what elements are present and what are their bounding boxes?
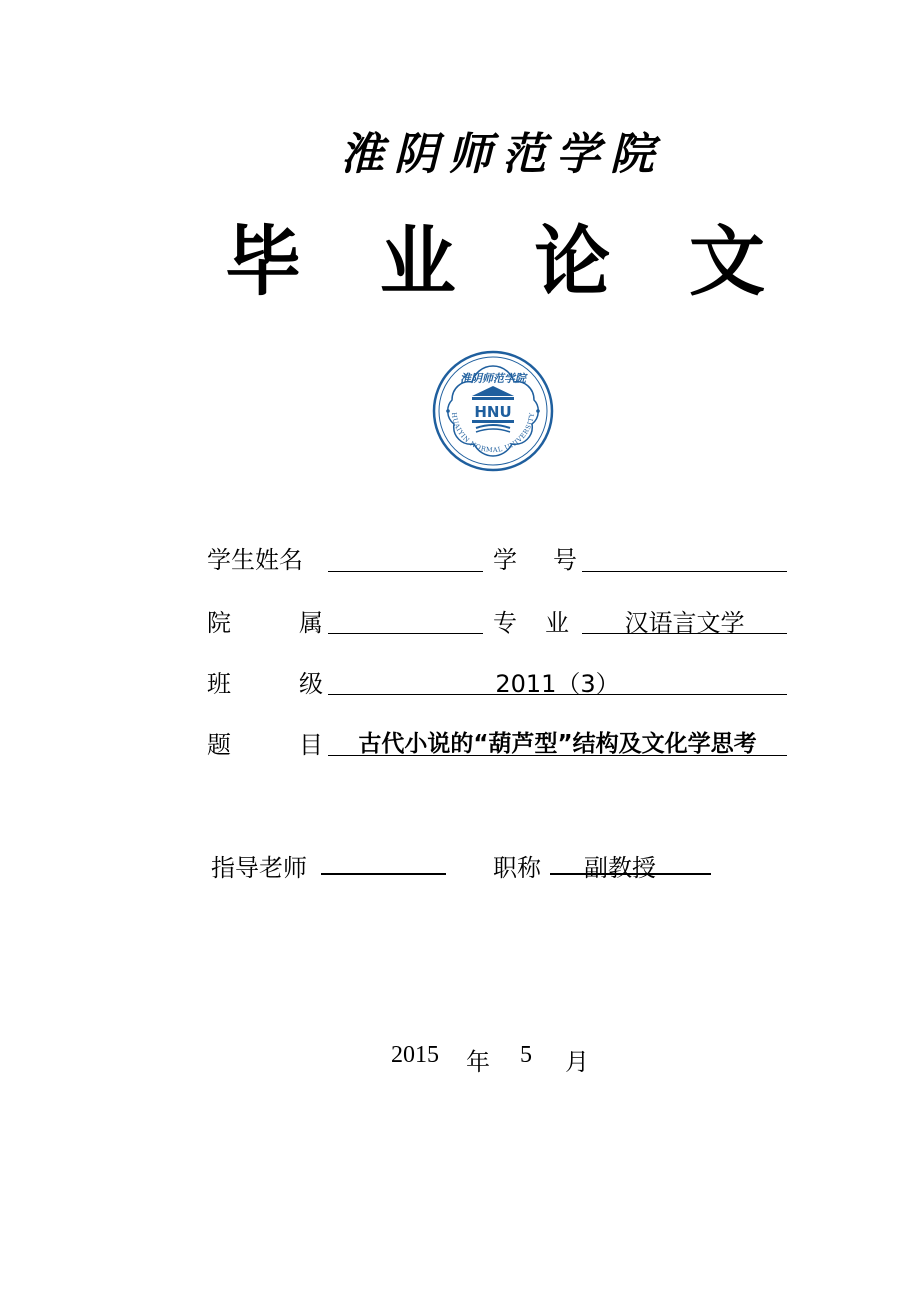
- topic-label: 题 目: [207, 731, 345, 759]
- page-title: [225, 210, 765, 306]
- college-field[interactable]: [328, 633, 483, 634]
- title-char-3: 论: [534, 216, 611, 306]
- college-label: 院 属: [207, 609, 345, 637]
- class-value: 2011（3）: [495, 670, 620, 698]
- university-emblem: [432, 350, 554, 472]
- major-label: 专 业: [493, 609, 571, 637]
- title-char-1: 毕: [225, 216, 301, 306]
- advisor-field[interactable]: [321, 873, 446, 875]
- emblem-center-text: HNU: [474, 403, 512, 421]
- student-id-field[interactable]: [582, 571, 787, 572]
- title-char-4: 文: [688, 216, 765, 306]
- professional-title-label: 职称: [493, 854, 541, 882]
- date-month-unit: 月: [565, 1048, 589, 1076]
- school-name-calligraphy: [340, 118, 664, 188]
- professional-title-value: 副教授: [584, 854, 656, 882]
- major-value: 汉语言文学: [624, 609, 745, 637]
- school-name-text: 淮阴师范学院: [340, 129, 664, 180]
- date-year: 2015: [391, 1042, 439, 1068]
- topic-value: 古代小说的“葫芦型”结构及文化学思考: [358, 731, 757, 757]
- title-char-2: 业: [379, 216, 456, 306]
- date-year-unit: 年: [466, 1048, 490, 1076]
- class-label: 班 级: [207, 670, 345, 698]
- student-name-label: 学生姓名: [207, 546, 303, 574]
- date-month: 5: [520, 1042, 532, 1068]
- student-id-label: 学 号: [493, 546, 583, 574]
- advisor-label: 指导老师: [211, 854, 307, 882]
- emblem-ring-text: HUAIYIN NORMAL UNIVERSITY: [449, 411, 537, 455]
- student-name-field[interactable]: [328, 571, 483, 572]
- emblem-top-text: 淮阴师范学院: [460, 372, 526, 385]
